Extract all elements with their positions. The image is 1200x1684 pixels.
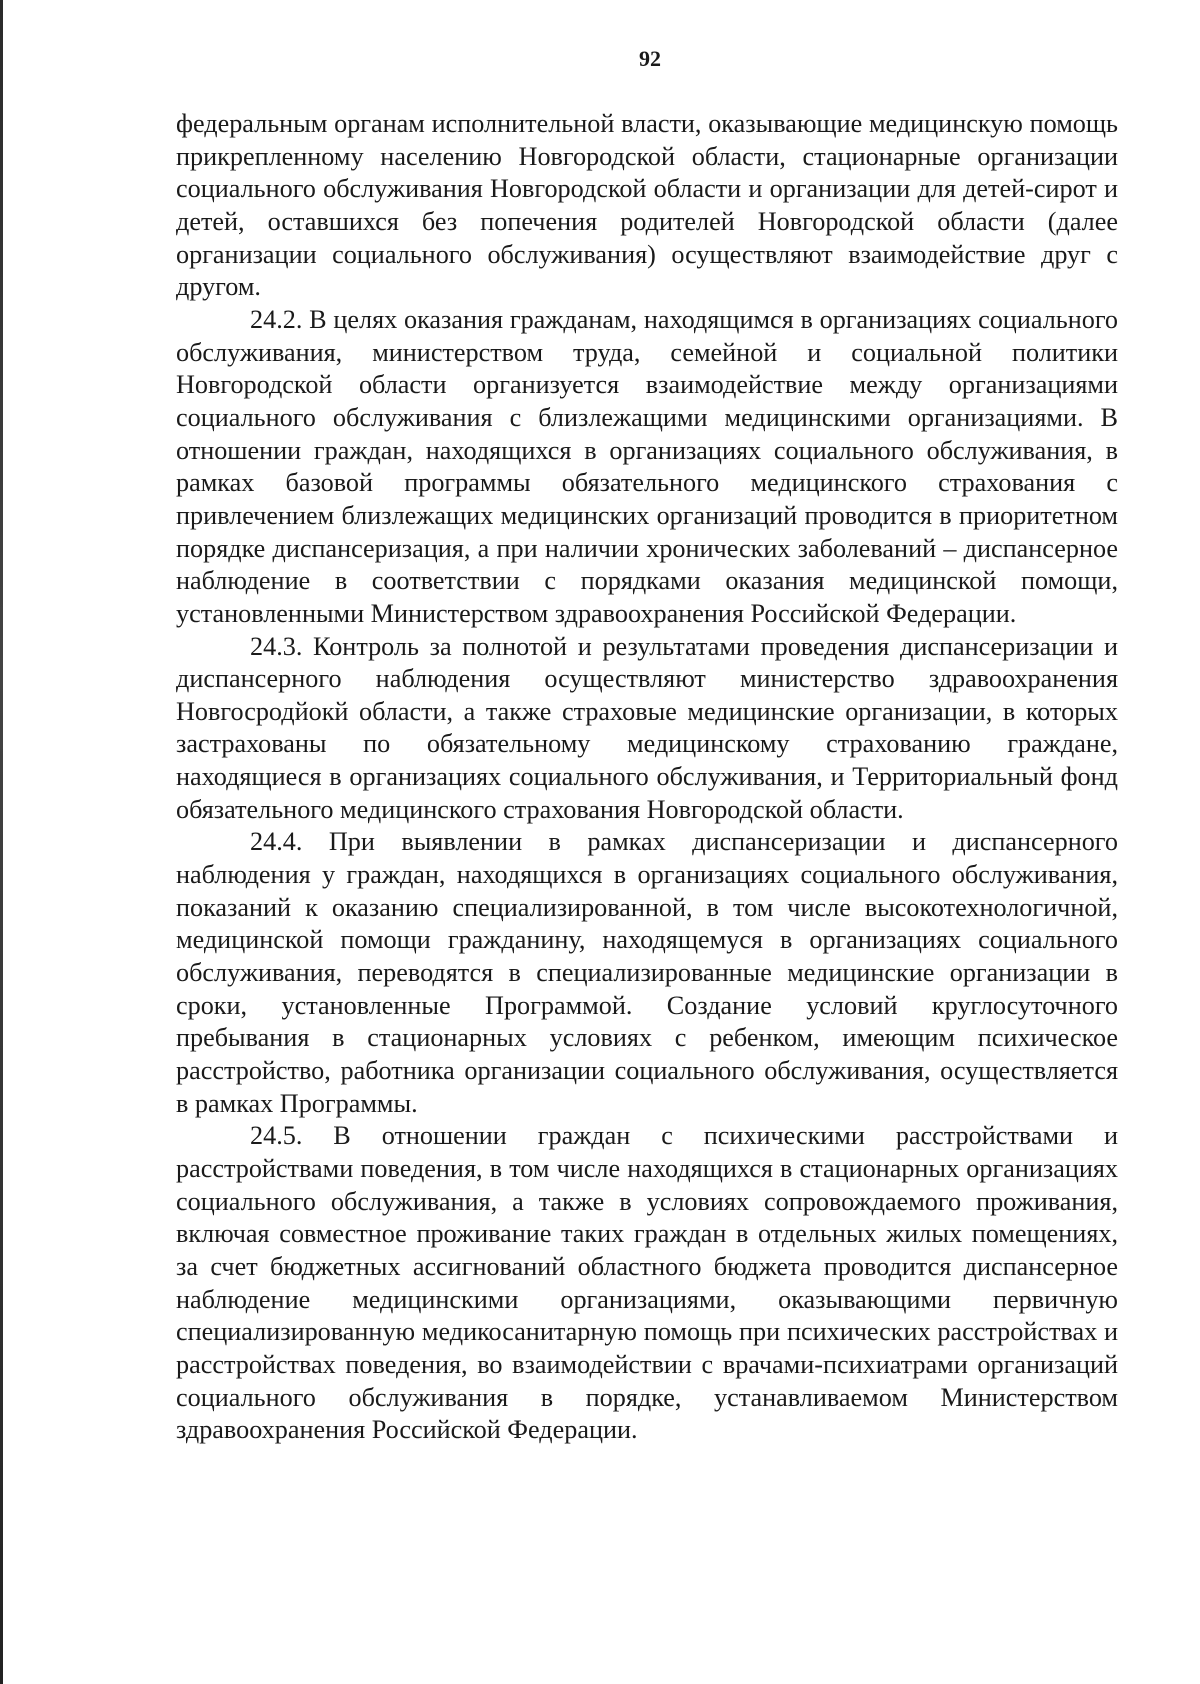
paragraph-intro: федеральным органам исполнительной власти, оказывающие медицинскую помощь прикрепленному населению Новгородской области, стационарные организации социального обслуживания Новгородской области и организации для детей-сирот и детей, оставшихся без попечения родителей Новгородской области (далее организации социального обслуживания) осуществляют взаимодействие друг с другом.: [176, 109, 1118, 302]
paragraph-24-5: 24.5. В отношении граждан с психическими расстройствами и расстройствами поведения, в том числе находящихся в стационарных организациях социального обслуживания, а также в условиях сопровождаемого проживания, включая совместное проживание таких граждан в отдельных жилых помещениях, за счет бюджетных ассигнований областного бюджета проводится диспансерное наблюдение медицинскими организациями, оказывающими первичную специализированную медикосанитарную помощь при психических расстройствах и расстройствах поведения, во взаимодействии с врачами-психиатрами организаций социального обслуживания в порядке, устанавливаемом Министерством здравоохранения Российской Федерации.: [176, 1121, 1118, 1445]
paragraph-24-2: 24.2. В целях оказания гражданам, находящимся в организациях социального обслуживания, министерством труда, семейной и социальной политики Новгородской области организуется взаимодействие между организациями социального обслуживания с близлежащими медицинскими организациями. В отношении граждан, находящихся в организациях социального обслуживания, в рамках базовой программы обязательного медицинского страхования с привлечением близлежащих медицинских организаций проводится в приоритетном порядке диспансеризация, а при наличии хронических заболеваний – диспансерное наблюдение в соответствии с порядками оказания медицинской помощи, установленными Министерством здравоохранения Российской Федерации.: [176, 304, 1118, 628]
page-number: 92: [639, 46, 661, 71]
document-body: [176, 108, 1118, 1447]
paragraph-24-4: 24.4. При выявлении в рамках диспансеризации и диспансерного наблюдения у граждан, находящихся в организациях социального обслуживания, показаний к оказанию специализированной, в том числе высокотехнологичной, медицинской помощи гражданину, находящемуся в организациях социального обслуживания, переводятся в специализированные медицинские организации в сроки, установленные Программой. Создание условий круглосуточного пребывания в стационарных условиях с ребенком, имеющим психическое расстройство, работника организации социального обслуживания, осуществляется в рамках Программы.: [176, 827, 1118, 1118]
paragraph-24-3: 24.3. Контроль за полнотой и результатами проведения диспансеризации и диспансерного наблюдения осуществляют министерство здравоохранения Новгосродйокй области, а также страховые медицинские организации, в которых застрахованы по обязательному медицинскому страхованию граждане, находящиеся в организациях социального обслуживания, и Территориальный фонд обязательного медицинского страхования Новгородской области.: [176, 631, 1118, 824]
scan-edge: [0, 0, 3, 1684]
